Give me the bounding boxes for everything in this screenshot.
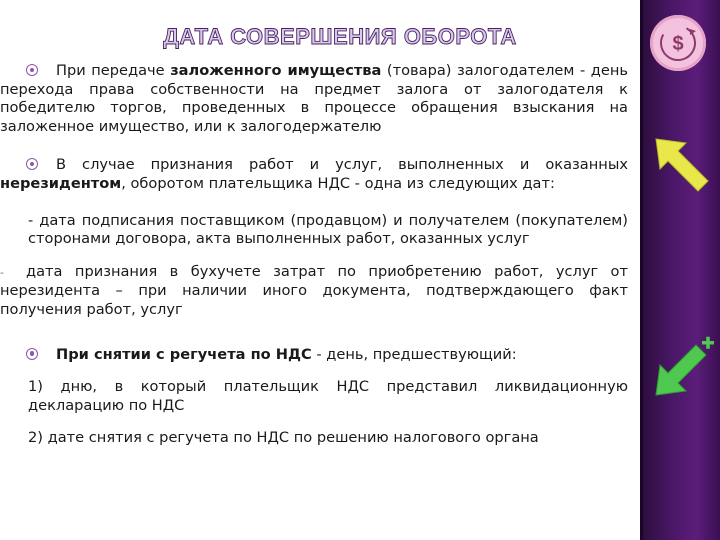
sub-item-1: - дата подписания поставщиком (продавцом) и получателем (покупателем) сторонами договора, акта выполненных работ, оказанных услуг	[28, 211, 628, 248]
cursor-arrow-yellow-icon	[652, 135, 712, 195]
dollar-cycle-icon	[650, 15, 706, 71]
sidebar-border	[640, 0, 643, 540]
decorative-sidebar	[640, 0, 720, 540]
svg-text:$: $	[672, 33, 684, 55]
bullet-circle-icon	[26, 64, 38, 76]
bullet-1: При передаче заложенного имущества (товара) залогодателем - день перехода права собственности на предмет залога от залогодателя к победителю торгов, проведенных в процессе обращения взыскания на заложенное имущество, или к залогодержателю	[0, 62, 628, 135]
slide-title: ДАТА СОВЕРШЕНИЯ ОБОРОТА	[163, 24, 517, 49]
bullet-3: При снятии с регучета по НДС - день, предшествующий:	[0, 346, 628, 365]
bold-term: заложенного имущества	[170, 62, 382, 79]
sub-item-2: - дата признания в бухучете затрат по приобретению работ, услуг от нерезидента – при наличии иного документа, подтверждающего факт получения работ, услуг	[0, 262, 628, 318]
bullet-circle-icon	[26, 158, 38, 170]
bold-term: нерезидентом	[0, 174, 122, 192]
bold-term: При снятии с регучета по НДС	[56, 345, 312, 363]
slide-content	[0, 62, 628, 448]
sub-item-marker: -	[28, 211, 34, 229]
bullet-2: В случае признания работ и услуг, выполненных и оказанных нерезидентом, оборотом плательщика НДС - одна из следующих дат:	[0, 156, 628, 192]
sub-item-marker: -	[0, 265, 4, 279]
bullet-circle-icon	[26, 348, 38, 360]
numbered-item-2: 2) дате снятия с регучета по НДС по решению налогового органа	[28, 429, 539, 447]
cursor-arrow-green-plus-icon	[650, 335, 716, 401]
numbered-item-1: 1) дню, в который плательщик НДС представил ликвидационную декларацию по НДС	[28, 378, 628, 414]
